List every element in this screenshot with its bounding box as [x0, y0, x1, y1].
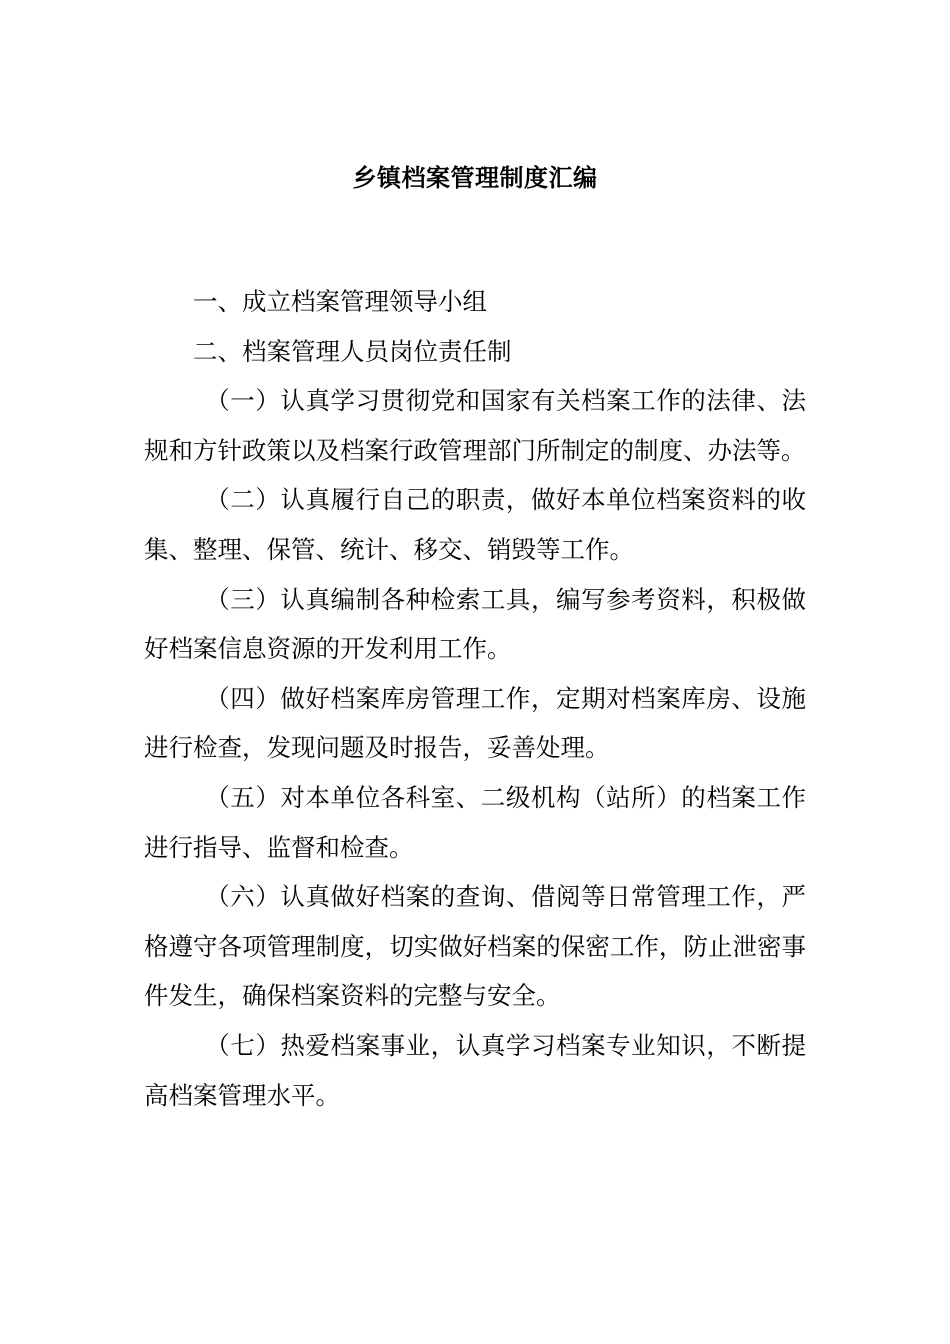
responsibility-item-6: （六）认真做好档案的查询、借阅等日常管理工作，严格遵守各项管理制度，切实做好档案的保密工作，防止泄密事件发生，确保档案资料的完整与安全。: [144, 882, 806, 1011]
document-body: [144, 277, 806, 1120]
section-heading-responsibility: 二、档案管理人员岗位责任制: [193, 336, 512, 366]
section-heading-leadership-group: 一、成立档案管理领导小组: [193, 287, 487, 316]
responsibility-item-4: （四）做好档案库房管理工作，定期对档案库房、设施进行检查，发现问题及时报告，妥善处理。: [144, 683, 806, 763]
responsibility-item-1: （一）认真学习贯彻党和国家有关档案工作的法律、法规和方针政策以及档案行政管理部门所制定的制度、办法等。: [144, 386, 806, 465]
responsibility-item-2: （二）认真履行自己的职责，做好本单位档案资料的收集、整理、保管、统计、移交、销毁等工作。: [144, 485, 806, 564]
responsibility-item-3: （三）认真编制各种检索工具，编写参考资料，积极做好档案信息资源的开发利用工作。: [144, 584, 806, 664]
responsibility-item-5: （五）对本单位各科室、二级机构（站所）的档案工作进行指导、监督和检查。: [144, 782, 806, 862]
responsibility-item-7: （七）热爱档案事业，认真学习档案专业知识，不断提高档案管理水平。: [144, 1030, 806, 1110]
document-title: 乡镇档案管理制度汇编: [352, 164, 598, 192]
